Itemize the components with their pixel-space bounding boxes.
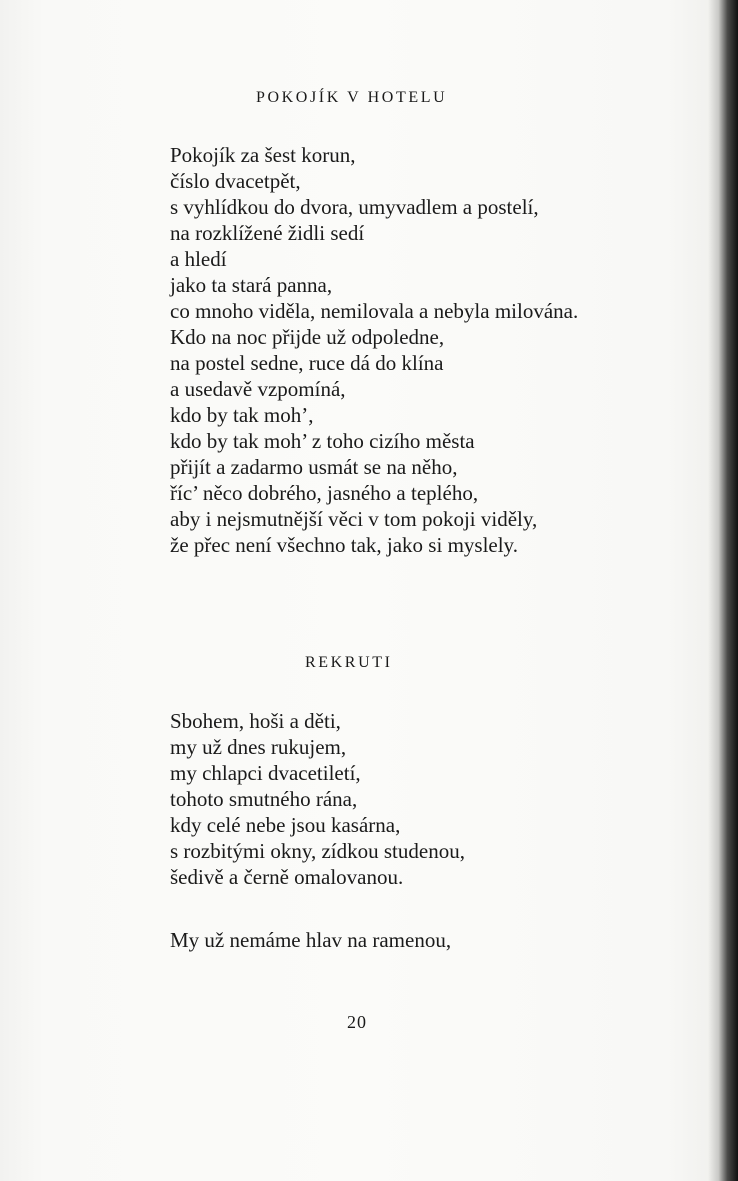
poem-line: číslo dvacetpět, bbox=[170, 169, 301, 193]
poem-line: Kdo na noc přijde už odpoledne, bbox=[170, 325, 445, 349]
poem-line: kdo by tak moh’, bbox=[170, 403, 314, 427]
poem-line: na rozklížené židli sedí bbox=[170, 221, 365, 245]
poem-line: s vyhlídkou do dvora, umyvadlem a postelí, bbox=[170, 195, 539, 219]
poem-line: říc’ něco dobrého, jasného a teplého, bbox=[170, 481, 479, 505]
poem-title: REKRUTI bbox=[305, 654, 393, 671]
poem-stanza bbox=[170, 927, 451, 953]
poem-line: kdy celé nebe jsou kasárna, bbox=[170, 813, 401, 837]
page-edge-shadow bbox=[708, 0, 738, 1181]
poem-line: Pokojík za šest korun, bbox=[170, 143, 356, 167]
poem-line: Sbohem, hoši a děti, bbox=[170, 709, 341, 733]
poem-line: my už dnes rukujem, bbox=[170, 735, 347, 759]
poem-line: co mnoho viděla, nemilovala a nebyla milována. bbox=[170, 299, 579, 323]
poem-line: a hledí bbox=[170, 247, 227, 271]
poem-line: jako ta stará panna, bbox=[170, 273, 333, 297]
poem-line: šedivě a černě omalovanou. bbox=[170, 865, 404, 889]
poem-line: že přec není všechno tak, jako si myslely. bbox=[170, 533, 518, 557]
poem-line: s rozbitými okny, zídkou studenou, bbox=[170, 839, 465, 863]
poem-line: aby i nejsmutnější věci v tom pokoji viděly, bbox=[170, 507, 538, 531]
poem-line: na postel sedne, ruce dá do klína bbox=[170, 351, 444, 375]
poem-line: tohoto smutného rána, bbox=[170, 787, 358, 811]
page-number: 20 bbox=[347, 1012, 367, 1032]
poem-stanza bbox=[170, 708, 465, 890]
poem-title: POKOJÍK V HOTELU bbox=[256, 89, 448, 106]
poem-line: přijít a zadarmo usmát se na něho, bbox=[170, 455, 458, 479]
poem-line: kdo by tak moh’ z toho cizího města bbox=[170, 429, 475, 453]
poem-line: a usedavě vzpomíná, bbox=[170, 377, 346, 401]
poem-line: My už nemáme hlav na ramenou, bbox=[170, 928, 452, 952]
poem-line: my chlapci dvacetiletí, bbox=[170, 761, 361, 785]
poem-stanza bbox=[170, 142, 578, 558]
